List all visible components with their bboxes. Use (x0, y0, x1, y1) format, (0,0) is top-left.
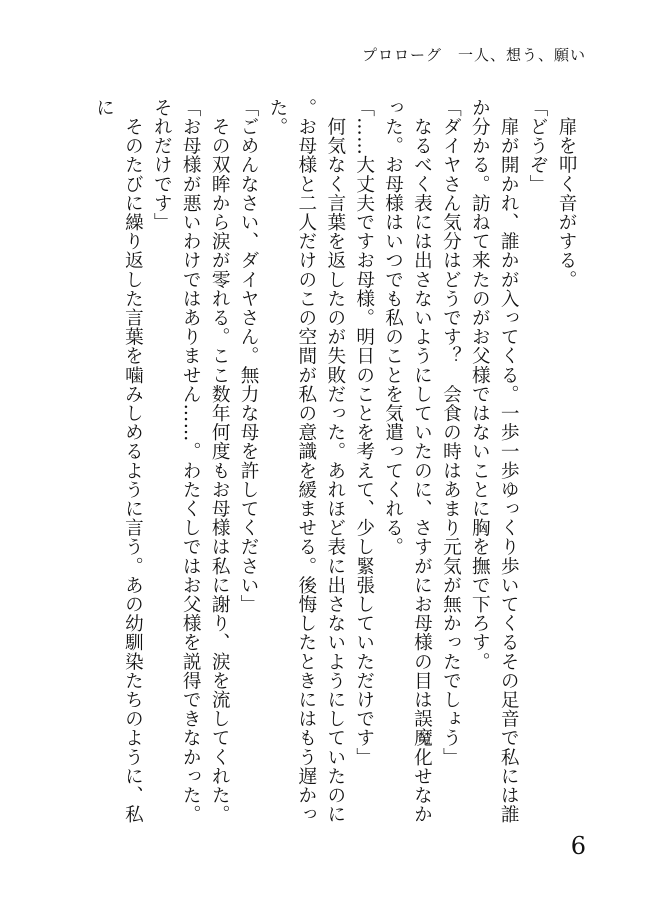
paragraph: なるべく表には出さないようにしていたのに、さすがにお母様の目は誤魔化せなかった。お母様はいつでも私のことを気遣ってくれる。 (382, 98, 433, 824)
paragraph: 「お母様が悪いわけではありません……。わたくしではお父様を説得できなかった。それだけです」 (151, 98, 202, 824)
paragraph: そのたびに繰り返した言葉を噛みしめるように言う。あの幼馴染たちのように、私に (93, 98, 144, 824)
paragraph: 扉を叩く音がする。 (556, 98, 577, 289)
body-text (60, 98, 580, 828)
running-header: プロローグ 一人、想う、願い (361, 46, 586, 64)
paragraph: 「……大丈夫ですお母様。明日のことを考えて、少し緊張していただけです」 (353, 98, 375, 767)
paragraph: 「ダイヤさん気分はどうです？ 会食の時はあまり元気が無かったでしょう」 (440, 98, 462, 767)
paragraph: 「どうぞ」 (527, 98, 549, 194)
paragraph: その双眸から涙が零れる。ここ数年何度もお母様は私に謝り、涙を流してくれた。 (209, 98, 231, 824)
page-number: 6 (570, 832, 586, 860)
paragraph: 「ごめんなさい、ダイヤさん。無力な母を許してください」 (238, 98, 260, 614)
paragraph: 扉が開かれ、誰かが入ってくる。一歩一歩ゆっくり歩いてくるその足音で私には誰か分かる。訪ねて来たのがお父様ではないことに胸を撫で下ろす。 (469, 98, 520, 824)
paragraph: 何気なく言葉を返したのが失敗だった。あれほど表に出さないようにしていたのに。お母様と二人だけのこの空間が私の意識を緩ませる。後悔したときにはもう遅かった。 (266, 98, 346, 824)
